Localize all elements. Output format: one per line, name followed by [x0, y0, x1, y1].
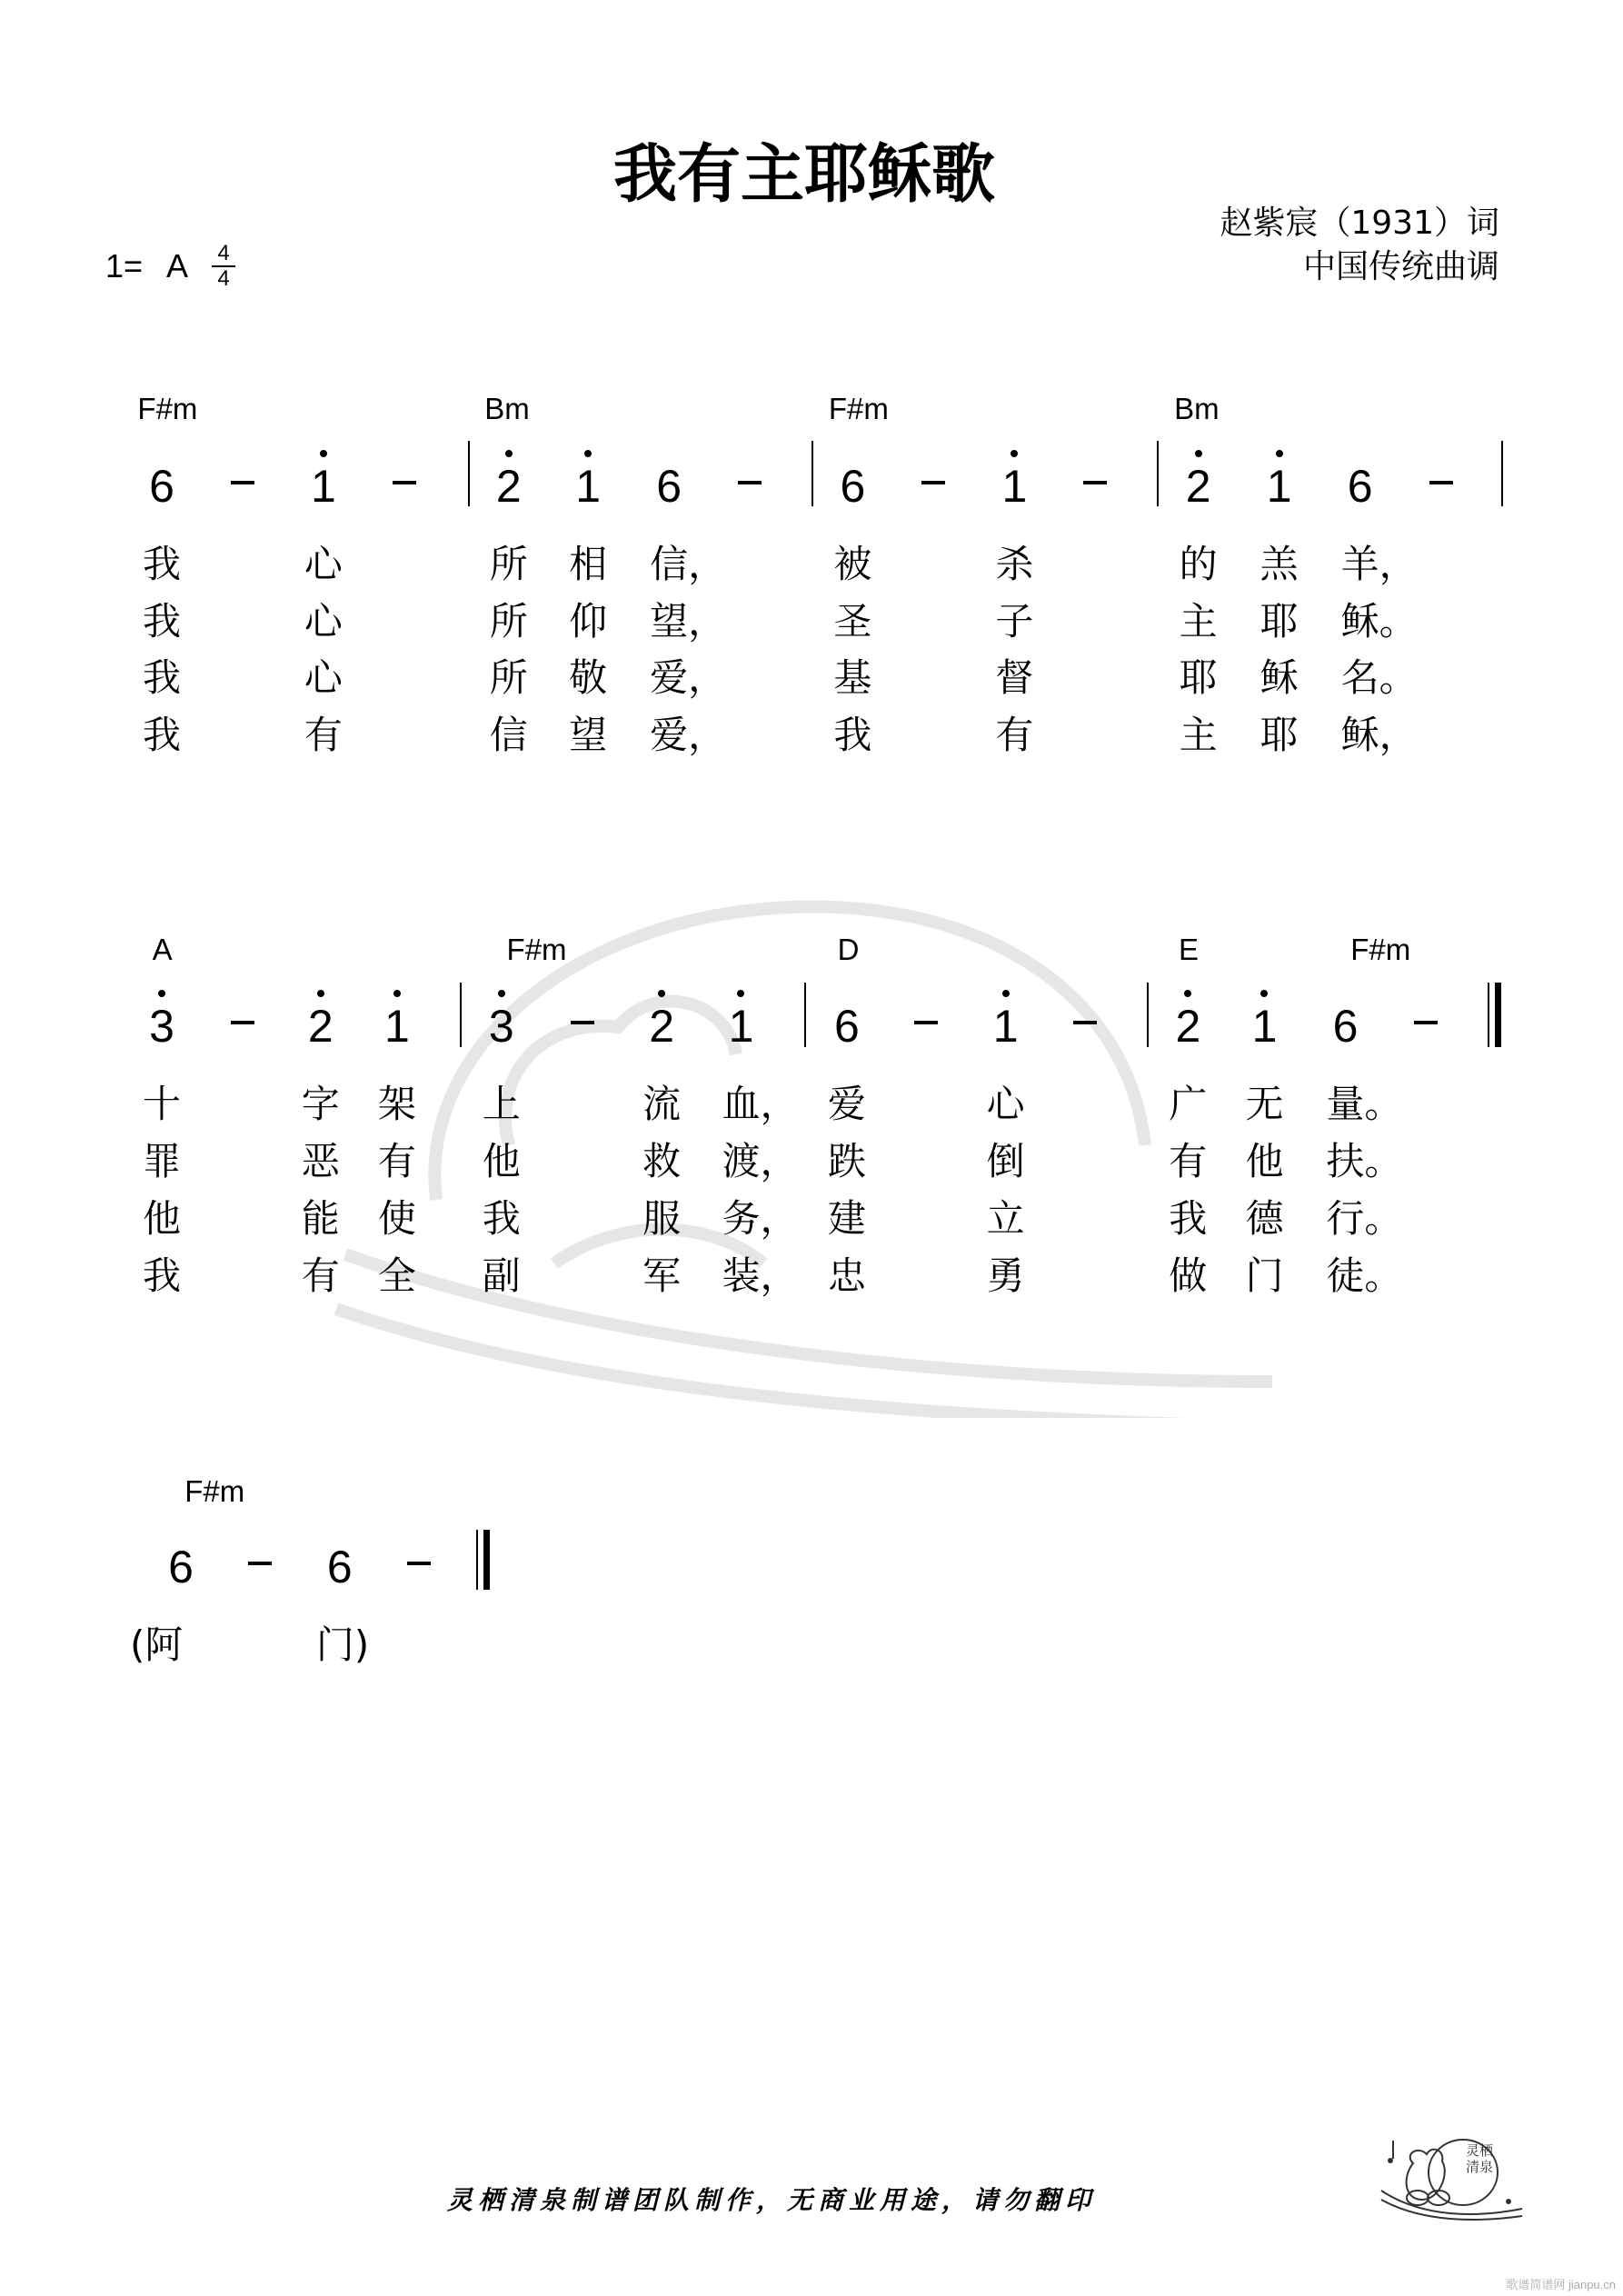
- note-digit: 6: [168, 1541, 194, 1592]
- lyric-syllable: 杀: [995, 542, 1034, 587]
- dash-sustain: [914, 1021, 938, 1024]
- lyric-syllable: 军: [642, 1253, 682, 1299]
- lyric-syllable: 我: [1169, 1196, 1208, 1242]
- dash-sustain: [571, 1021, 594, 1024]
- dash-sustain: [248, 1562, 272, 1565]
- lyric-syllable: 做: [1169, 1253, 1208, 1299]
- dash-sustain: [738, 481, 762, 484]
- lyric-syllable: 信，: [650, 542, 727, 587]
- lyric-syllable: 救: [642, 1138, 682, 1183]
- lyric-syllable: 心: [304, 654, 343, 700]
- lyric-syllable: 督: [995, 654, 1034, 700]
- chord-symbol: F#m: [506, 933, 567, 967]
- final-barline: [1495, 983, 1501, 1047]
- barline: [460, 983, 462, 1047]
- lyric-syllable: 信: [489, 712, 528, 757]
- lyric-syllable: 爱，: [650, 712, 727, 757]
- barline: [812, 441, 813, 505]
- lyric-syllable: 他: [482, 1138, 521, 1183]
- note-digit: 1: [311, 460, 336, 512]
- octave-dot: [1195, 450, 1202, 457]
- lyric-syllable: 爱，: [650, 654, 727, 700]
- credits: [1220, 202, 1499, 289]
- lyric-syllable: 无: [1245, 1081, 1284, 1126]
- composer-credit: 中国传统曲调: [1302, 248, 1499, 285]
- lyric-syllable: 全: [377, 1253, 416, 1299]
- time-bottom: 4: [217, 266, 230, 291]
- barline: [1488, 983, 1489, 1047]
- dash-sustain: [1429, 481, 1453, 484]
- barline: [1501, 441, 1503, 505]
- lyric-syllable: 有: [1169, 1138, 1208, 1183]
- lyric-syllable: 基: [833, 654, 872, 700]
- chord-symbol: F#m: [828, 391, 889, 425]
- site-watermark: 歌谱简谱网 jianpu.cn: [1506, 2278, 1616, 2291]
- octave-dot: [737, 990, 744, 997]
- lyric-syllable: 行。: [1326, 1196, 1403, 1242]
- note-digit: 6: [834, 1000, 860, 1052]
- chord-symbol: Bm: [1174, 391, 1220, 425]
- note-digit: 6: [149, 460, 174, 512]
- barline: [1147, 983, 1149, 1047]
- lyric-syllable: 所: [489, 542, 528, 587]
- dash-sustain: [1073, 1021, 1097, 1024]
- lyric-syllable: 装，: [722, 1253, 799, 1299]
- footer-notice: 灵栖清泉制谱团队制作，无商业用途，请勿翻印: [446, 2185, 1097, 2215]
- lyric-syllable: 我: [142, 542, 181, 587]
- lyric-syllable: 他: [142, 1196, 181, 1242]
- note-digit: 6: [326, 1541, 353, 1592]
- dash-sustain: [921, 481, 945, 484]
- octave-dot: [658, 990, 665, 997]
- lyric-syllable: 主: [1179, 599, 1218, 644]
- dash-sustain: [231, 1021, 254, 1024]
- lyric-syllable: 心: [986, 1081, 1025, 1126]
- lyric-syllable: 稣，: [1340, 712, 1418, 757]
- lyric-syllable: 量。: [1326, 1081, 1403, 1126]
- lyric-syllable: 耶: [1260, 712, 1299, 757]
- lyric-syllable: 有: [995, 712, 1034, 757]
- octave-dot: [1011, 450, 1018, 457]
- lyric-syllable: 务，: [722, 1196, 799, 1242]
- lyric-syllable: 心: [304, 599, 343, 644]
- lyric-syllable: 血，: [722, 1081, 799, 1126]
- note-digit: 1: [1251, 1000, 1278, 1052]
- lyric-syllable: 能: [301, 1196, 340, 1242]
- octave-dot: [1276, 450, 1283, 457]
- lyric-syllable: 的: [1179, 542, 1218, 587]
- barline: [476, 1530, 478, 1590]
- lyric-syllable: 被: [833, 542, 872, 587]
- lyric-syllable: 他: [1245, 1138, 1284, 1183]
- lyric-syllable: 服: [642, 1196, 682, 1242]
- time-signature: [212, 243, 235, 290]
- key-label: 1=: [105, 247, 144, 285]
- barline: [1157, 441, 1159, 505]
- dash-sustain: [231, 481, 254, 484]
- note-digit: 2: [495, 460, 522, 512]
- lyric-syllable: 所: [489, 599, 528, 644]
- lyric-syllable: 门): [315, 1622, 370, 1668]
- lyric-syllable: 立: [986, 1196, 1025, 1242]
- lyric-syllable: 门: [1245, 1253, 1284, 1299]
- song-title: 我有主耶稣歌: [613, 136, 995, 212]
- octave-dot: [393, 990, 401, 997]
- lyric-syllable: 敬: [569, 654, 608, 700]
- note-digit: 2: [1185, 460, 1211, 512]
- lyric-syllable: 望: [569, 712, 608, 757]
- chord-symbol: F#m: [1350, 933, 1411, 967]
- octave-dot: [158, 990, 165, 997]
- logo: [1377, 2136, 1527, 2222]
- lyric-syllable: 我: [833, 712, 872, 757]
- dash-sustain: [1083, 481, 1107, 484]
- note-digit: 6: [656, 460, 682, 512]
- lyric-syllable: 渡，: [722, 1138, 799, 1183]
- note-digit: 6: [1332, 1000, 1359, 1052]
- lyric-syllable: 副: [482, 1253, 521, 1299]
- note-digit: 2: [649, 1000, 674, 1052]
- key-signature: [105, 243, 235, 290]
- lyric-syllable: 稣: [1260, 654, 1299, 700]
- lyric-syllable: 羊，: [1340, 542, 1418, 587]
- lyric-syllable: 耶: [1260, 599, 1299, 644]
- lyric-syllable: 仰: [569, 599, 608, 644]
- lyricist-credit: 赵紫宸（1931）词: [1220, 205, 1499, 242]
- note-digit: 1: [1001, 460, 1028, 512]
- lyric-syllable: 流: [642, 1081, 682, 1126]
- lyric-syllable: 上: [482, 1081, 521, 1126]
- chord-symbol: A: [152, 933, 173, 967]
- lyric-syllable: 有: [304, 712, 343, 757]
- dash-sustain: [407, 1562, 431, 1565]
- sheep-logo-icon: [1377, 2136, 1527, 2222]
- lyric-syllable: 羔: [1260, 542, 1299, 587]
- chord-symbol: F#m: [137, 391, 198, 425]
- note-digit: 2: [307, 1000, 334, 1052]
- sheep-watermark: [327, 873, 1290, 1418]
- lyric-syllable: 我: [142, 1253, 181, 1299]
- lyric-syllable: 子: [995, 599, 1034, 644]
- chord-symbol: E: [1178, 933, 1199, 967]
- note-digit: 1: [1266, 460, 1292, 512]
- dash-sustain: [393, 481, 416, 484]
- lyric-syllable: 我: [142, 654, 181, 700]
- lyric-syllable: 十: [142, 1081, 181, 1126]
- octave-dot: [584, 450, 592, 457]
- lyric-syllable: 相: [569, 542, 608, 587]
- octave-dot: [320, 450, 327, 457]
- lyric-syllable: 架: [377, 1081, 416, 1126]
- note-digit: 1: [728, 1000, 754, 1052]
- lyric-syllable: 爱: [827, 1081, 866, 1126]
- logo-text: 灵栖清泉: [1466, 2143, 1494, 2175]
- barline: [804, 983, 806, 1047]
- octave-dot: [317, 990, 324, 997]
- chord-symbol: D: [837, 933, 860, 967]
- lyric-syllable: 主: [1179, 712, 1218, 757]
- final-barline: [483, 1530, 490, 1590]
- lyric-syllable: (阿: [129, 1622, 184, 1668]
- lyric-syllable: 扶。: [1326, 1138, 1403, 1183]
- lyric-syllable: 名。: [1340, 654, 1418, 700]
- octave-dot: [498, 990, 505, 997]
- lyric-syllable: 德: [1245, 1196, 1284, 1242]
- note-digit: 2: [1175, 1000, 1201, 1052]
- lyric-syllable: 有: [301, 1253, 340, 1299]
- chord-symbol: F#m: [184, 1473, 245, 1508]
- note-digit: 6: [1347, 460, 1373, 512]
- chord-symbol: Bm: [484, 391, 530, 425]
- key-tonic: A: [166, 247, 189, 285]
- octave-dot: [1260, 990, 1268, 997]
- lyric-syllable: 有: [377, 1138, 416, 1183]
- lyric-syllable: 忠: [827, 1253, 866, 1299]
- lyric-syllable: 心: [304, 542, 343, 587]
- dash-sustain: [1414, 1021, 1438, 1024]
- lyric-syllable: 所: [489, 654, 528, 700]
- lyric-syllable: 恶: [301, 1138, 340, 1183]
- lyric-syllable: 建: [827, 1196, 866, 1242]
- lyric-syllable: 倒: [986, 1138, 1025, 1183]
- lyric-syllable: 我: [142, 712, 181, 757]
- lyric-syllable: 耶: [1179, 654, 1218, 700]
- note-digit: 1: [383, 1000, 410, 1052]
- lyric-syllable: 跌: [827, 1138, 866, 1183]
- note-digit: 1: [575, 460, 602, 512]
- note-digit: 3: [149, 1000, 174, 1052]
- lyric-syllable: 稣。: [1340, 599, 1418, 644]
- lyric-syllable: 罪: [142, 1138, 181, 1183]
- lyric-syllable: 广: [1169, 1081, 1208, 1126]
- lyric-syllable: 望，: [650, 599, 727, 644]
- lyric-syllable: 徒。: [1326, 1253, 1403, 1299]
- barline: [468, 441, 470, 505]
- lyric-syllable: 字: [301, 1081, 340, 1126]
- note-digit: 1: [992, 1000, 1019, 1052]
- lyric-syllable: 我: [482, 1196, 521, 1242]
- lyric-syllable: 使: [377, 1196, 416, 1242]
- lyric-syllable: 圣: [833, 599, 872, 644]
- note-digit: 3: [488, 1000, 514, 1052]
- lyric-syllable: 勇: [986, 1253, 1025, 1299]
- note-digit: 6: [840, 460, 866, 512]
- time-top: 4: [217, 241, 230, 265]
- octave-dot: [1184, 990, 1191, 997]
- octave-dot: [505, 450, 513, 457]
- octave-dot: [1002, 990, 1010, 997]
- lyric-syllable: 我: [142, 599, 181, 644]
